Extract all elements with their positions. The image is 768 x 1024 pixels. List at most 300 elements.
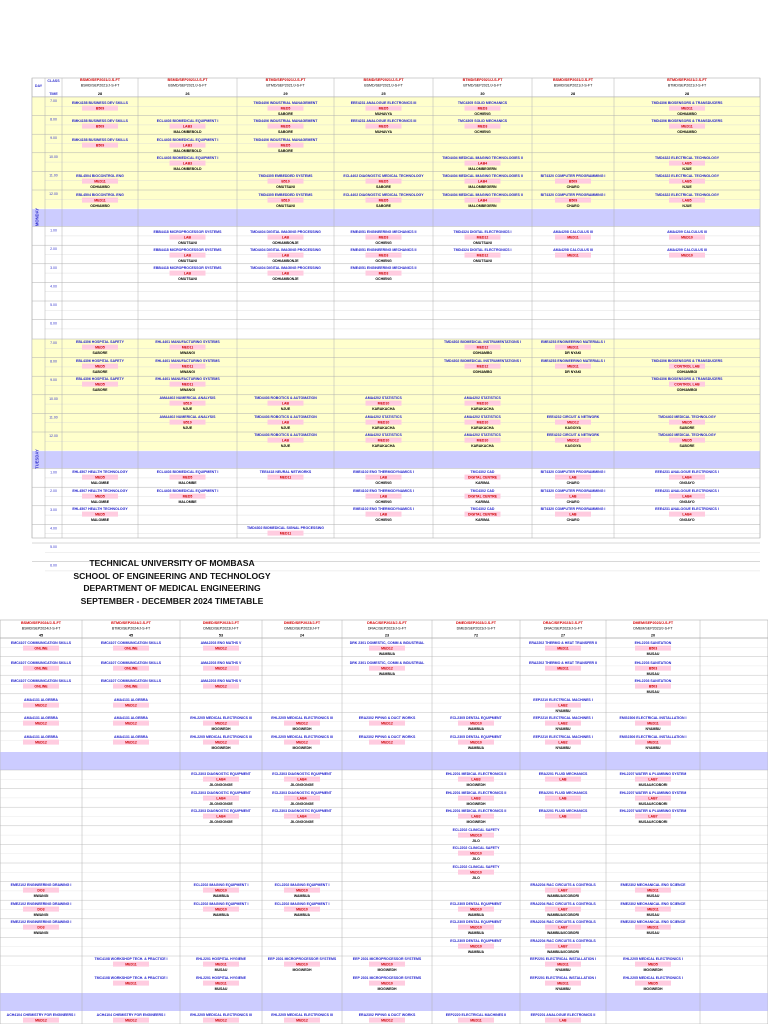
bottom-entry-lecturer: JILONGONGE <box>290 782 314 787</box>
day-label: MONDAY <box>34 207 40 227</box>
time-label: 2.00 <box>50 489 57 494</box>
bottom-column-code-sub: DMED/SEP2023/J-FT <box>203 626 239 631</box>
top-column-size: 28 <box>570 92 576 96</box>
bottom-entry-lecturer: NYAMBU <box>555 986 571 991</box>
bottom-column-code-sub: DMED/SEP2023/J-FT <box>284 626 320 631</box>
bottom-entry-lecturer: MUSAU <box>646 651 660 656</box>
top-entry-room: B510 <box>281 179 290 184</box>
bottom-entry-room: B503 <box>648 684 658 689</box>
bottom-entry-room: LAB4 <box>297 814 307 819</box>
top-entry-room: MED5 <box>182 494 193 499</box>
top-entry-course: EHL4507 HEALTH TECHNOLOGY <box>72 470 128 475</box>
top-entry-room: LAB5 <box>682 198 692 203</box>
top-entry-lecturer: MALOMBEGERN <box>468 166 497 171</box>
bottom-entry-room: LAB4 <box>297 796 307 801</box>
day-label: TUESDAY <box>34 449 40 469</box>
bottom-entry-room: MED11 <box>647 888 659 893</box>
bottom-entry-lecturer: MOGWEDH <box>466 782 486 787</box>
top-entry-lecturer: ODHIAMBONJE <box>272 240 299 245</box>
bottom-column-code: DRAC/SEP2023/J-S-FT <box>367 621 407 625</box>
top-entry-course: ECL4403 BIOMEDICAL EQUIPMENT I <box>156 119 219 124</box>
top-entry-course: ECL4403 BIOMEDICAL EQUIPMENT I <box>156 156 219 161</box>
bottom-entry-room: LAB7 <box>558 907 568 912</box>
time-label: 11.00 <box>49 415 58 420</box>
top-column-code: BTMD/SEP2021/J-S-FT <box>667 78 707 82</box>
top-entry-lecturer: OMUTSANI <box>473 258 492 263</box>
bottom-entry-lecturer: WAMBUA <box>293 912 311 917</box>
bottom-entry-course: EHL2203 SANITATION <box>634 661 672 666</box>
top-column-code-sub: BSMD/SEP2021/J-S-FT <box>364 83 403 88</box>
university-name: TECHNICAL UNIVERSITY OF MOMBASA <box>89 558 255 568</box>
bottom-column-code-sub: BTMD/SEP2024/J-S-FT <box>111 626 151 631</box>
top-entry-room: LAB3 <box>182 161 193 166</box>
top-entry-room: LAB <box>569 475 577 480</box>
top-entry-course: AMA4402 NUMERICAL ANALYSIS <box>159 396 216 401</box>
top-entry-lecturer: MWANGI <box>180 387 195 392</box>
top-entry-room: MED10 <box>377 401 390 406</box>
top-entry-room: LAB <box>281 401 290 406</box>
bottom-entry-room: MED12 <box>125 721 137 726</box>
bottom-entry-room: MED10 <box>296 907 308 912</box>
top-entry-course: AMA4209 CALCULUS III <box>667 248 707 253</box>
bottom-entry-lecturer: JILONGONGE <box>290 801 314 806</box>
top-entry-course: AMA4202 STATISTICS <box>365 415 402 420</box>
top-entry-room: B510 <box>183 401 192 406</box>
lunch-band <box>32 451 760 468</box>
bottom-entry-lecturer: MUSAU <box>646 893 660 898</box>
top-entry-course: TEE4418 NEURAL NETWORKS <box>259 470 312 475</box>
bottom-entry-room: MED12 <box>35 740 47 745</box>
top-entry-room: LAB <box>379 475 388 480</box>
top-entry-lecturer: OMUTSANI <box>178 276 197 281</box>
top-entry-lecturer: ODHIAMBO <box>677 111 697 116</box>
bottom-entry-lecturer: JILONGONGE <box>290 819 314 824</box>
top-column-code-sub: BSMD/SEP2021/J-S-FT <box>553 83 593 88</box>
top-entry-room: MED5 <box>280 143 291 148</box>
top-column-size: 28 <box>97 92 103 96</box>
bottom-entry-room: B503 <box>648 646 658 651</box>
bottom-entry-course: EEP2201 ANALOGUE ELECTRONICS II <box>530 1013 596 1018</box>
top-entry-room: MED11 <box>567 235 579 240</box>
bottom-column-size: 53 <box>218 633 224 638</box>
top-entry-course: EEE4231 ANALOGUE ELECTRONICS I <box>655 470 719 475</box>
top-entry-lecturer: OCHIENG <box>375 276 392 281</box>
bottom-entry-room: MED12 <box>381 1018 393 1023</box>
bottom-entry-course: EHL2205 MEDICAL ELECTRONICS III <box>271 1013 333 1018</box>
bottom-entry-room: MED12 <box>35 721 47 726</box>
time-label: 10.00 <box>49 154 58 159</box>
bottom-entry-lecturer: MOGWEDH <box>643 967 663 972</box>
bottom-entry-course: ECL2202 CLINICAL SAFETY <box>452 846 500 851</box>
bottom-entry-course: EHL2201 HOSPITAL HYGIENE <box>196 957 246 962</box>
top-entry-room: B510 <box>183 420 192 425</box>
top-entry-course: TMD4402 MEDICAL TECHNOLOGY <box>658 415 716 420</box>
bottom-entry-course: ERA2201 FLUID MECHANICS <box>538 791 588 796</box>
top-entry-lecturer: ODHIAMBO <box>472 350 493 355</box>
bottom-entry-course: ECL2303 DIAGNOSTIC EQUIPMENT <box>191 809 251 814</box>
bottom-entry-lecturer: JILONGONGE <box>209 819 233 824</box>
top-entry-room: LAB3 <box>182 124 193 129</box>
top-entry-course: EHL4507 HEALTH TECHNOLOGY <box>72 507 128 512</box>
time-label: 11.00 <box>49 173 58 178</box>
bottom-entry-course: ERA2204 RAC CIRCUITS & CONTROLS <box>530 939 596 944</box>
bottom-entry-course: EHL2201 MEDICAL ELECTRONICS II <box>445 809 507 814</box>
top-entry-room: LAB <box>569 512 577 517</box>
top-entry-lecturer: ODHIAMBO <box>90 203 110 208</box>
bottom-entry-course: EHL2205 MEDICAL ELECTRONICS III <box>271 716 333 721</box>
top-entry-lecturer: KARAKACHA <box>372 425 395 430</box>
bottom-column-size: 24 <box>299 633 305 638</box>
bottom-entry-lecturer: MUSAU <box>214 967 228 972</box>
bottom-entry-course: EEP2201 ELECTRICAL INSTALLATION I <box>530 976 596 981</box>
bottom-entry-lecturer: WAMBUA <box>467 745 485 750</box>
top-entry-lecturer: NJUE <box>280 425 291 430</box>
bottom-entry-room: MED10 <box>215 907 227 912</box>
bottom-entry-course: EHL2205 MEDICAL ELECTRONICS III <box>271 735 333 740</box>
top-entry-lecturer: NJUE <box>682 166 692 171</box>
top-entry-room: MED11 <box>681 124 693 129</box>
top-entry-lecturer: KARAKACHA <box>471 443 494 448</box>
top-entry-room: MED10 <box>377 420 390 425</box>
top-entry-room: MED11 <box>181 345 194 350</box>
bottom-entry-course: EME2302 MECHANICAL ENG SCIENCE <box>620 920 686 925</box>
bottom-entry-lecturer: WAMBUA <box>467 912 485 917</box>
top-entry-room: MED11 <box>279 475 292 480</box>
top-entry-room: MED5 <box>378 198 389 203</box>
bottom-entry-lecturer: WAMBUA <box>378 671 396 676</box>
top-entry-course: TMD4306 BIOSENSORS & TRANSDUCERS <box>651 101 723 106</box>
top-entry-lecturer: ODHIAMBONJE <box>272 258 299 263</box>
top-entry-room: MED5 <box>95 345 105 350</box>
time-label: 12.00 <box>49 192 58 196</box>
top-entry-room: MED5 <box>95 475 105 480</box>
bottom-entry-lecturer: NYAMBU <box>555 967 571 972</box>
top-entry-course: TMD4322 ELECTRICAL TECHNOLOGY <box>654 174 720 179</box>
top-entry-lecturer: ODHIAMBOI <box>676 369 698 374</box>
bottom-entry-course: EHL2207 WATER & PLUMBING SYSTEM <box>619 791 687 796</box>
bottom-column-code: DMED/SEP2023/J-FT <box>202 621 240 625</box>
timetable-title <box>62 557 282 607</box>
bottom-entry-course: ECL2202 CLINICAL SAFETY <box>452 828 500 833</box>
time-label: 3.00 <box>50 265 57 270</box>
bottom-entry-room: MED5 <box>648 981 658 986</box>
top-entry-lecturer: KARIMA <box>475 517 490 522</box>
bottom-column-code-sub: DMED/SEP2023/J-S-FT <box>456 626 496 631</box>
top-entry-course: AMA4402 NUMERICAL ANALYSIS <box>159 415 216 420</box>
top-entry-course: AMA4202 STATISTICS <box>464 433 501 438</box>
bottom-entry-room: MED10 <box>215 888 227 893</box>
top-entry-room: MED11 <box>567 345 579 350</box>
top-entry-room: B510 <box>281 198 290 203</box>
top-entry-course: TMD4403 ROBOTICS & AUTOMATION <box>254 396 317 401</box>
top-entry-course: TMD4306 BIOSENSORS & TRANSDUCERS <box>651 359 723 364</box>
top-entry-room: MED5 <box>280 106 291 111</box>
top-entry-course: EME4253 ENGINEERING MATERIALS I <box>541 359 605 364</box>
top-column-size: 29 <box>283 92 288 96</box>
top-entry-course: EMK4158 BUSINESS DEV SKILLS <box>71 119 129 124</box>
bottom-entry-lecturer: MWANGI <box>33 893 49 898</box>
school-name: SCHOOL OF ENGINEERING AND TECHNOLOGY <box>73 570 271 581</box>
top-entry-course: TMD4404 MEDICAL IMAGING TECHNOLOGIES II <box>442 193 523 198</box>
bottom-entry-lecturer: MUSAU/ICOBORI <box>638 782 668 787</box>
top-entry-room: B509 <box>568 179 578 184</box>
top-entry-lecturer: ONGAYO <box>679 499 695 504</box>
bottom-entry-course: AMA4131 ALGEBRA <box>24 698 58 703</box>
timetable-period: SEPTEMBER - DECEMBER 2024 TIMETABLE <box>80 595 264 606</box>
top-entry-course: TMC4302 CAD <box>470 489 495 494</box>
top-entry-lecturer: OMUTSANI <box>178 258 197 263</box>
top-entry-room: MED11 <box>94 179 106 184</box>
top-entry-course: EEE4231 ANALOGUE ELECTRONICS I <box>655 507 719 512</box>
bottom-entry-lecturer: MUSAU <box>646 912 660 917</box>
top-entry-room: MED12 <box>476 253 489 258</box>
bottom-entry-room: LAB <box>559 796 567 801</box>
top-entry-room: LAB4 <box>682 494 692 499</box>
bottom-column-code: DRAC/SEP2023/J-S-FT <box>543 621 583 625</box>
top-entry-course: AMA4202 STATISTICS <box>365 433 402 438</box>
bottom-entry-course: ERA2302 PIPING & DUCT WORKS <box>358 716 416 721</box>
bottom-entry-lecturer: WAMBUA <box>378 651 396 656</box>
bottom-entry-room: MED10 <box>470 851 482 856</box>
bottom-entry-room: MED10 <box>296 888 308 893</box>
top-entry-course: TMD4302 BIOMEDICAL SIGNAL PROCESSING <box>247 526 324 531</box>
bottom-entry-room: ONLINE <box>34 684 48 689</box>
top-entry-lecturer: KARAKACHA <box>372 406 395 411</box>
bottom-entry-course: ECL2305 DENTAL EQUIPMENT <box>450 920 502 925</box>
top-entry-course: ECL4403 BIOMEDICAL EQUIPMENT I <box>156 470 219 475</box>
top-entry-course: TMC4302 CAD <box>470 507 495 512</box>
top-entry-course: EMK4158 BUSINESS DEV SKILLS <box>71 138 129 143</box>
bottom-entry-room: LAB2 <box>558 740 568 745</box>
top-entry-course: EHL4401 MANUFACTURING SYSTEMS <box>155 377 220 382</box>
top-entry-room: MED5 <box>95 512 105 517</box>
top-entry-course: EMK4158 BUSINESS DEV SKILLS <box>71 101 129 106</box>
top-entry-lecturer: NJUE <box>182 425 193 430</box>
top-entry-room: LAB4 <box>477 161 488 166</box>
bottom-entry-course: EHL2201 HOSPITAL HYGIENE <box>196 976 246 981</box>
bottom-entry-lecturer: MOGWEDH <box>466 819 486 824</box>
bottom-entry-room: MED12 <box>215 1018 227 1023</box>
time-label: 9.00 <box>50 136 57 141</box>
top-entry-lecturer: OCHIENG <box>375 499 392 504</box>
bottom-entry-room: MED11 <box>125 981 137 986</box>
top-entry-course: TMD4406 INDUSTRIAL MANAGEMENT <box>253 119 318 124</box>
top-entry-room: MED10 <box>681 253 693 258</box>
bottom-entry-room: LAB4 <box>216 814 226 819</box>
top-entry-lecturer: KARIMA <box>475 480 490 485</box>
top-entry-course: EBL4306 HOSPITAL SAFETY <box>76 340 124 345</box>
bottom-entry-room: DO3 <box>37 888 45 893</box>
bottom-entry-room: MED10 <box>470 907 482 912</box>
bottom-entry-course: AMA4131 ALGEBRA <box>114 716 148 721</box>
top-entry-room: LAB3 <box>182 143 193 148</box>
bottom-entry-lecturer: NYAMBU <box>555 726 571 731</box>
top-entry-room: LAB5 <box>682 179 692 184</box>
top-entry-lecturer: OMUTSANI <box>276 203 295 208</box>
top-entry-room: B509 <box>95 143 105 148</box>
bottom-entry-room: MED10 <box>470 870 482 875</box>
top-entry-course: BIT4320 COMPUTER PROGRAMMING I <box>540 507 606 512</box>
bottom-entry-room: LAB2 <box>558 721 568 726</box>
top-entry-lecturer: OCHIENG <box>375 258 392 263</box>
bottom-entry-lecturer: WAMBUA <box>467 726 485 731</box>
top-entry-lecturer: SABORE <box>92 350 108 355</box>
time-label: 1.00 <box>50 228 57 233</box>
top-entry-room: MED11 <box>567 253 579 258</box>
bottom-entry-room: LAB3 <box>471 777 481 782</box>
top-entry-course: EBL4306 HOSPITAL SAFETY <box>76 359 124 364</box>
top-entry-course: EEE4232 CIRCUIT & NETWORK <box>546 415 600 420</box>
bottom-entry-room: MED11 <box>647 721 659 726</box>
bottom-entry-course: EHL2207 WATER & PLUMBING SYSTEM <box>619 809 687 814</box>
top-entry-room: LAB <box>281 438 290 443</box>
top-entry-course: TMC4305 SOLID MECHANICS <box>457 101 508 106</box>
top-entry-lecturer: MALOMBE <box>178 480 197 485</box>
top-entry-course: EME4102 ENG THERMODYNAMICS I <box>353 507 414 512</box>
top-entry-course: AMA4209 CALCULUS III <box>667 230 707 235</box>
top-entry-lecturer: NJUE <box>280 406 291 411</box>
top-entry-course: TMC4302 CAD <box>470 470 495 475</box>
top-entry-room: MED3 <box>477 106 488 111</box>
top-entry-lecturer: MUHAVYA <box>374 129 393 134</box>
top-entry-room: MED5 <box>682 438 692 443</box>
bottom-entry-room: ONLINE <box>124 646 138 651</box>
bottom-entry-room: MED12 <box>125 740 137 745</box>
bottom-entry-room: MED12 <box>215 666 227 671</box>
top-entry-course: EME4051 ENGINEERING MECHANICS II <box>350 266 417 271</box>
bottom-entry-course: EEP2220 ELECTRICAL MACHINES II <box>445 1013 507 1018</box>
top-column-size: 26 <box>185 92 190 96</box>
bottom-entry-course: EEP 2301 MICROPROCESSOR SYSTEMS <box>352 957 422 962</box>
top-entry-lecturer: NJUE <box>280 443 291 448</box>
top-entry-lecturer: MUHAVYA <box>374 111 393 116</box>
top-entry-room: MED5 <box>280 124 291 129</box>
top-entry-room: B509 <box>95 124 105 129</box>
bottom-entry-course: ERA2202 THERMO & HEAT TRANSFER II <box>529 661 597 666</box>
top-entry-lecturer: MALOMBEBOLD <box>173 129 202 134</box>
top-entry-room: MED12 <box>476 235 489 240</box>
bottom-entry-room: ONLINE <box>124 684 138 689</box>
bottom-entry-lecturer: MOGWEDH <box>292 726 312 731</box>
bottom-entry-course: ERA2201 FLUID MECHANICS <box>538 772 588 777</box>
bottom-entry-course: EEP2201 ELECTRICAL INSTALLATION I <box>530 957 596 962</box>
top-entry-lecturer: OCHIENG <box>375 517 392 522</box>
bottom-entry-course: EHL2205 MEDICAL ELECTRONICS III <box>190 716 252 721</box>
bottom-entry-course: AMA4131 ALGEBRA <box>114 735 148 740</box>
bottom-entry-course: ERA2201 FLUID MECHANICS <box>538 809 588 814</box>
top-entry-course: TMD4305 EMBEDDED SYSTEMS <box>258 193 313 198</box>
bottom-entry-course: EEP2210 ELECTRICAL MACHINES I <box>533 735 593 740</box>
top-entry-course: EBB4418 MICROPROCESSOR SYSTEMS <box>153 230 222 235</box>
bottom-entry-course: DRK 2301 DOMESTIC, COMM & INDUSTRIAL <box>349 641 425 646</box>
time-label: 6.00 <box>50 321 57 326</box>
top-entry-lecturer: SABORE <box>376 203 391 208</box>
top-entry-lecturer: MWANGI <box>180 369 195 374</box>
top-entry-room: MED5 <box>182 475 193 480</box>
bottom-entry-course: ECL2303 DIAGNOSTIC EQUIPMENT <box>272 809 332 814</box>
top-column-size: 28 <box>684 92 690 96</box>
top-column-code-sub: BTMD/SEP2021/J-S-FT <box>463 83 502 88</box>
top-entry-room: MED10 <box>476 438 489 443</box>
bottom-entry-lecturer: MUSAU <box>214 986 228 991</box>
bottom-entry-room: MED11 <box>647 925 659 930</box>
bottom-entry-room: MED12 <box>125 703 137 708</box>
top-entry-course: AMA4208 CALCULUS III <box>553 248 593 253</box>
bottom-entry-lecturer: NYAMBU <box>555 745 571 750</box>
top-entry-room: LAB <box>183 235 192 240</box>
top-entry-room: LAB4 <box>477 179 488 184</box>
bottom-entry-course: ACH4104 CHEMISTRY FOR ENGINEERS I <box>96 1013 166 1018</box>
bottom-column-size: 45 <box>38 633 44 638</box>
bottom-entry-lecturer: WAMBUA <box>212 912 230 917</box>
top-entry-lecturer: KARIMA <box>475 499 490 504</box>
top-entry-course: TMD4302 BIOMEDICAL INSTRUMENTATIONS I <box>443 359 522 364</box>
top-entry-course: EEE4232 CIRCUIT & NETWORK <box>546 433 600 438</box>
top-entry-room: MED11 <box>181 364 194 369</box>
bottom-entry-room: ONLINE <box>34 646 48 651</box>
bottom-entry-course: EEP2210 ELECTRICAL MACHINES I <box>533 716 593 721</box>
bottom-entry-room: LAB4 <box>297 777 307 782</box>
top-entry-room: LAB <box>183 253 192 258</box>
bottom-entry-room: MED12 <box>381 646 393 651</box>
top-entry-lecturer: OCHIENG <box>474 129 491 134</box>
bottom-column-size: 72 <box>473 633 479 638</box>
bottom-entry-lecturer: JILONGONGE <box>209 782 233 787</box>
bottom-entry-lecturer: NYAMBU <box>555 708 571 713</box>
top-entry-room: MED5 <box>378 179 389 184</box>
class-header: CLASS <box>47 79 60 83</box>
top-column-code: BSMD/SEP2021/J-S-FT <box>80 78 120 82</box>
top-entry-course: TMD4403 ROBOTICS & AUTOMATION <box>254 433 317 438</box>
bottom-entry-course: ECL2202 IMAGING EQUIPMENT I <box>193 883 249 888</box>
bottom-entry-room: DO3 <box>37 925 45 930</box>
top-entry-room: MED10 <box>476 401 489 406</box>
bottom-entry-course: EHL2205 MEDICAL ELECTRONICS III <box>190 1013 252 1018</box>
top-entry-lecturer: ODHIAMBO <box>677 129 697 134</box>
bottom-entry-room: MED10 <box>381 981 393 986</box>
bottom-entry-lecturer: MOGWEDH <box>292 967 312 972</box>
bottom-entry-lecturer: WAMBUA <box>467 949 485 954</box>
bottom-entry-course: ECL2303 DIAGNOSTIC EQUIPMENT <box>272 772 332 777</box>
day-header: DAY <box>34 84 43 88</box>
top-entry-room: MED3 <box>378 271 389 276</box>
bottom-entry-room: MED11 <box>557 646 569 651</box>
top-entry-course: TMD4402 MEDICAL TECHNOLOGY <box>658 433 716 438</box>
bottom-entry-room: LAB3 <box>471 814 481 819</box>
time-label: 2.00 <box>50 247 57 252</box>
bottom-entry-course: EMC4107 COMMUNICATION SKILLS <box>100 661 162 666</box>
bottom-entry-course: EME2302 MECHANICAL ENG SCIENCE <box>620 902 686 907</box>
time-header: TIME <box>49 92 58 96</box>
top-entry-course: BIT4320 COMPUTER PROGRAMMING I <box>540 193 606 198</box>
bottom-column-code-sub: DMEM/SEP2023/J-S-FT <box>633 626 673 631</box>
top-entry-course: TMD4404 DIGITAL IMAGING PROCESSING <box>250 266 321 271</box>
bottom-entry-course: ECL2305 DENTAL EQUIPMENT <box>450 735 502 740</box>
top-column-code-sub: BTMD/SEP2021/J-S-FT <box>667 83 707 88</box>
top-entry-course: ECL4402 DIAGNOSTIC MEDICAL TECHNOLOGY <box>343 174 424 179</box>
bottom-entry-room: LAB4 <box>216 796 226 801</box>
bottom-entry-lecturer: JILO <box>472 856 480 861</box>
top-entry-room: MED3 <box>378 253 389 258</box>
top-column-code: BSMD/SEP2021/J-S-FT <box>167 78 208 82</box>
bottom-column-size: 20 <box>650 633 656 638</box>
lunch-band <box>32 209 760 226</box>
top-entry-course: BIT4320 COMPUTER PROGRAMMING I <box>540 470 606 475</box>
top-entry-lecturer: CHARO <box>566 203 580 208</box>
top-entry-room: MED11 <box>279 531 292 536</box>
bottom-column-code-sub: DRAC/SEP2023/J-S-FT <box>367 626 407 631</box>
top-entry-lecturer: SABORE <box>92 369 108 374</box>
